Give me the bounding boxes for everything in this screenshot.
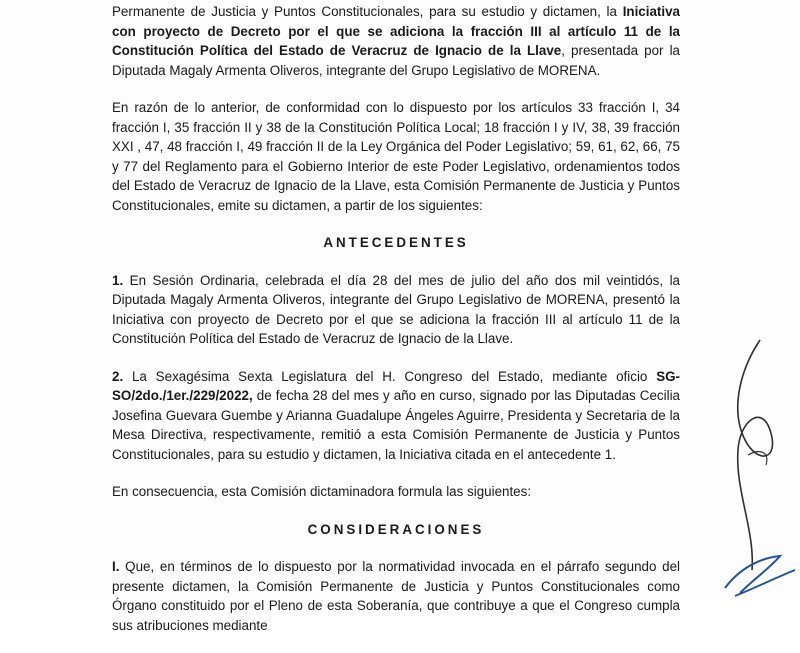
legal-basis-paragraph: En razón de lo anterior, de conformidad con lo dispuesto por los artículos 33 fracción I, 34 fracción I, 35 fracción II y 38 de la Constitución Política Local; 18 fracción I y IV, 38, 39 fracción XXI , 47, 48 fracción I, 49 fracción II de la Ley Orgánica del Poder Legislativo; 59, 61, 62, 66, 75 y 77 del Reglamento para el Gobierno Interior de este Poder Legislativo, ordenamientos todos del Estado de Veracruz de Ignacio de la Llave, esta Comisión Permanente de Justicia y Puntos Constitucionales, emite su dictamen, a partir de los siguientes:	[112, 100, 680, 213]
intro-bold-title: Iniciativa con proyecto de Decreto por el que se adiciona la fracción III al artículo 11 de la Constitución Política del Estado de Veracruz de Ignacio de la Llave	[112, 4, 680, 58]
consideracion-1	[112, 557, 680, 635]
antecedente-2-oficio: SG-SO/2do./1er./229/2022,	[112, 368, 680, 403]
consecuencia-paragraph: En consecuencia, esta Comisión dictaminadora formula las siguientes:	[112, 484, 532, 499]
corner-signature-icon	[720, 548, 800, 600]
antecedente-2-suffix: de fecha 28 del mes y año en curso, signado por las Diputadas Cecilia Josefina Guevara Guembe y Arianna Guadalupe Ángeles Aguirre, Presidenta y Secretaria de la Mesa Directiva, respectivamente, remitió a esta Comisión Permanente de Justicia y Puntos Constitucionales, para su estudio y dictamen, la Iniciativa citada en el antecedente 1.	[112, 388, 680, 462]
antecedente-1-text: En Sesión Ordinaria, celebrada el día 28 del mes de julio del año dos mil veintidós, la Diputada Magaly Armenta Oliveros, integrante del Grupo Legislativo de MORENA, presentó la Iniciativa con proyecto de Decreto por el que se adiciona la fracción III al artículo 11 de la Constitución Política del Estado de Veracruz de Ignacio de la Llave.	[112, 272, 680, 346]
heading-antecedentes: ANTECEDENTES	[323, 235, 469, 250]
antecedente-1-number: 1.	[112, 272, 124, 288]
antecedente-1	[112, 271, 680, 349]
consideracion-1-number: I.	[112, 559, 120, 574]
consideracion-1-text: Que, en términos de lo dispuesto por la normatividad invocada en el párrafo segundo del presente dictamen, la Comisión Permanente de Justicia y Puntos Constitucionales como Órgano constituido por el Pleno de esta Soberanía, que contribuye a que el Congreso cumpla sus atribuciones mediante	[112, 559, 680, 633]
intro-suffix: , presentada por la Diputada Magaly Armenta Oliveros, integrante del Grupo Legislativo de MORENA.	[112, 43, 680, 78]
heading-consideraciones: CONSIDERACIONES	[307, 521, 485, 537]
document-body	[112, 2, 680, 653]
antecedente-2-number: 2.	[112, 368, 124, 384]
antecedente-2-prefix: La Sexagésima Sexta Legislatura del H. Congreso del Estado, mediante oficio	[123, 368, 657, 384]
intro-prefix: Permanente de Justicia y Puntos Constitucionales, para su estudio y dictamen, la	[112, 4, 623, 19]
margin-signature-icon	[700, 330, 800, 600]
antecedente-2	[112, 367, 680, 465]
intro-paragraph	[112, 2, 680, 80]
